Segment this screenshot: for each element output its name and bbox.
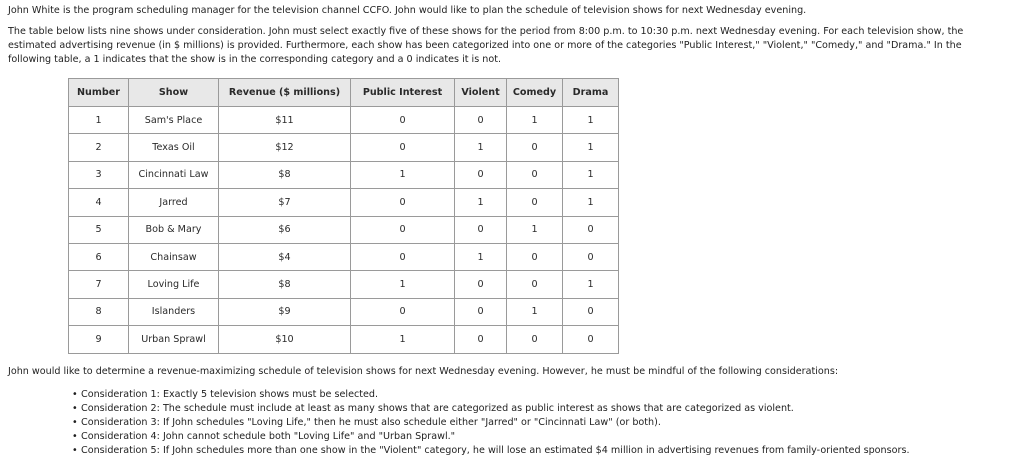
cell-number: 2: [69, 134, 129, 161]
cell-public-interest: 1: [351, 326, 455, 353]
shows-table-container: [68, 78, 619, 354]
cell-comedy: 0: [507, 161, 563, 188]
cell-revenue: $10: [219, 326, 351, 353]
cell-violent: 0: [455, 326, 507, 353]
cell-comedy: 1: [507, 107, 563, 134]
cell-comedy: 0: [507, 243, 563, 270]
cell-comedy: 1: [507, 298, 563, 325]
cell-violent: 0: [455, 298, 507, 325]
table-row: [69, 161, 619, 188]
considerations-list: [72, 388, 910, 458]
cell-revenue: $9: [219, 298, 351, 325]
list-item: [72, 444, 910, 458]
consideration-text: Consideration 3: If John schedules "Loving Life," then he must also schedule either "Jarred" or "Cincinnati Law" (or both).: [81, 417, 661, 428]
consideration-text: Consideration 2: The schedule must include at least as many shows that are categorized as public interest as shows that are categorized as violent.: [81, 403, 794, 414]
description-paragraph: [8, 25, 963, 67]
table-row: [69, 298, 619, 325]
cell-violent: 1: [455, 134, 507, 161]
cell-show: Texas Oil: [129, 134, 219, 161]
cell-revenue: $12: [219, 134, 351, 161]
cell-number: 9: [69, 326, 129, 353]
table-row: [69, 134, 619, 161]
bullet-icon: •: [72, 431, 78, 442]
bullet-icon: •: [72, 445, 78, 456]
cell-public-interest: 0: [351, 134, 455, 161]
cell-drama: 1: [563, 134, 619, 161]
header-drama: Drama: [563, 79, 619, 107]
table-row: [69, 216, 619, 243]
cell-drama: 0: [563, 298, 619, 325]
table-row: [69, 271, 619, 298]
cell-revenue: $4: [219, 243, 351, 270]
bullet-icon: •: [72, 417, 78, 428]
cell-show: Sam's Place: [129, 107, 219, 134]
list-item: [72, 388, 910, 402]
cell-revenue: $6: [219, 216, 351, 243]
header-number: Number: [69, 79, 129, 107]
header-revenue: Revenue ($ millions): [219, 79, 351, 107]
intro-paragraph: John White is the program scheduling manager for the television channel CCFO. John would like to plan the schedule of television shows for next Wednesday evening.: [8, 5, 807, 16]
cell-number: 5: [69, 216, 129, 243]
header-comedy: Comedy: [507, 79, 563, 107]
cell-public-interest: 0: [351, 216, 455, 243]
cell-comedy: 0: [507, 326, 563, 353]
cell-drama: 1: [563, 271, 619, 298]
cell-violent: 1: [455, 189, 507, 216]
header-show: Show: [129, 79, 219, 107]
table-row: [69, 189, 619, 216]
cell-show: Jarred: [129, 189, 219, 216]
cell-violent: 0: [455, 216, 507, 243]
cell-drama: 0: [563, 216, 619, 243]
list-item: [72, 430, 910, 444]
table-row: [69, 326, 619, 353]
cell-public-interest: 0: [351, 243, 455, 270]
cell-drama: 0: [563, 326, 619, 353]
cell-drama: 0: [563, 243, 619, 270]
cell-revenue: $7: [219, 189, 351, 216]
cell-number: 8: [69, 298, 129, 325]
description-line-1: The table below lists nine shows under consideration. John must select exactly five of these shows for the period from 8:00 p.m. to 10:30 p.m. next Wednesday evening. For each television show, the: [8, 26, 964, 37]
cell-number: 7: [69, 271, 129, 298]
cell-revenue: $8: [219, 271, 351, 298]
consideration-text: Consideration 5: If John schedules more than one show in the "Violent" category, he will lose an estimated $4 million in advertising revenues from family-oriented sponsors.: [81, 445, 910, 456]
list-item: [72, 402, 910, 416]
cell-revenue: $8: [219, 161, 351, 188]
cell-comedy: 0: [507, 189, 563, 216]
cell-violent: 1: [455, 243, 507, 270]
cell-show: Loving Life: [129, 271, 219, 298]
shows-table: [68, 78, 619, 354]
cell-public-interest: 0: [351, 107, 455, 134]
cell-revenue: $11: [219, 107, 351, 134]
cell-number: 6: [69, 243, 129, 270]
cell-comedy: 1: [507, 216, 563, 243]
header-violent: Violent: [455, 79, 507, 107]
table-header-row: [69, 79, 619, 107]
cell-public-interest: 1: [351, 161, 455, 188]
cell-drama: 1: [563, 107, 619, 134]
cell-public-interest: 0: [351, 189, 455, 216]
description-line-2: estimated advertising revenue (in $ millions) is provided. Furthermore, each show has been categorized into one or more of the categories "Public Interest," "Violent," "Comedy," and "Drama." In the: [8, 40, 962, 51]
cell-comedy: 0: [507, 134, 563, 161]
bullet-icon: •: [72, 389, 78, 400]
header-public-interest: Public Interest: [351, 79, 455, 107]
cell-show: Urban Sprawl: [129, 326, 219, 353]
cell-drama: 1: [563, 189, 619, 216]
bullet-icon: •: [72, 403, 78, 414]
cell-comedy: 0: [507, 271, 563, 298]
consideration-text: Consideration 4: John cannot schedule both "Loving Life" and "Urban Sprawl.": [81, 431, 456, 442]
cell-show: Bob & Mary: [129, 216, 219, 243]
consideration-text: Consideration 1: Exactly 5 television shows must be selected.: [81, 389, 379, 400]
cell-number: 3: [69, 161, 129, 188]
cell-public-interest: 0: [351, 298, 455, 325]
cell-number: 4: [69, 189, 129, 216]
cell-violent: 0: [455, 271, 507, 298]
considerations-intro: John would like to determine a revenue-maximizing schedule of television shows for next Wednesday evening. However, he must be mindful of the following considerations:: [8, 366, 839, 377]
cell-show: Cincinnati Law: [129, 161, 219, 188]
table-row: [69, 243, 619, 270]
cell-show: Islanders: [129, 298, 219, 325]
description-line-3: following table, a 1 indicates that the show is in the corresponding category and a 0 indicates it is not.: [8, 54, 502, 65]
cell-public-interest: 1: [351, 271, 455, 298]
table-row: [69, 107, 619, 134]
cell-show: Chainsaw: [129, 243, 219, 270]
cell-drama: 1: [563, 161, 619, 188]
cell-violent: 0: [455, 107, 507, 134]
list-item: [72, 416, 910, 430]
cell-violent: 0: [455, 161, 507, 188]
cell-number: 1: [69, 107, 129, 134]
